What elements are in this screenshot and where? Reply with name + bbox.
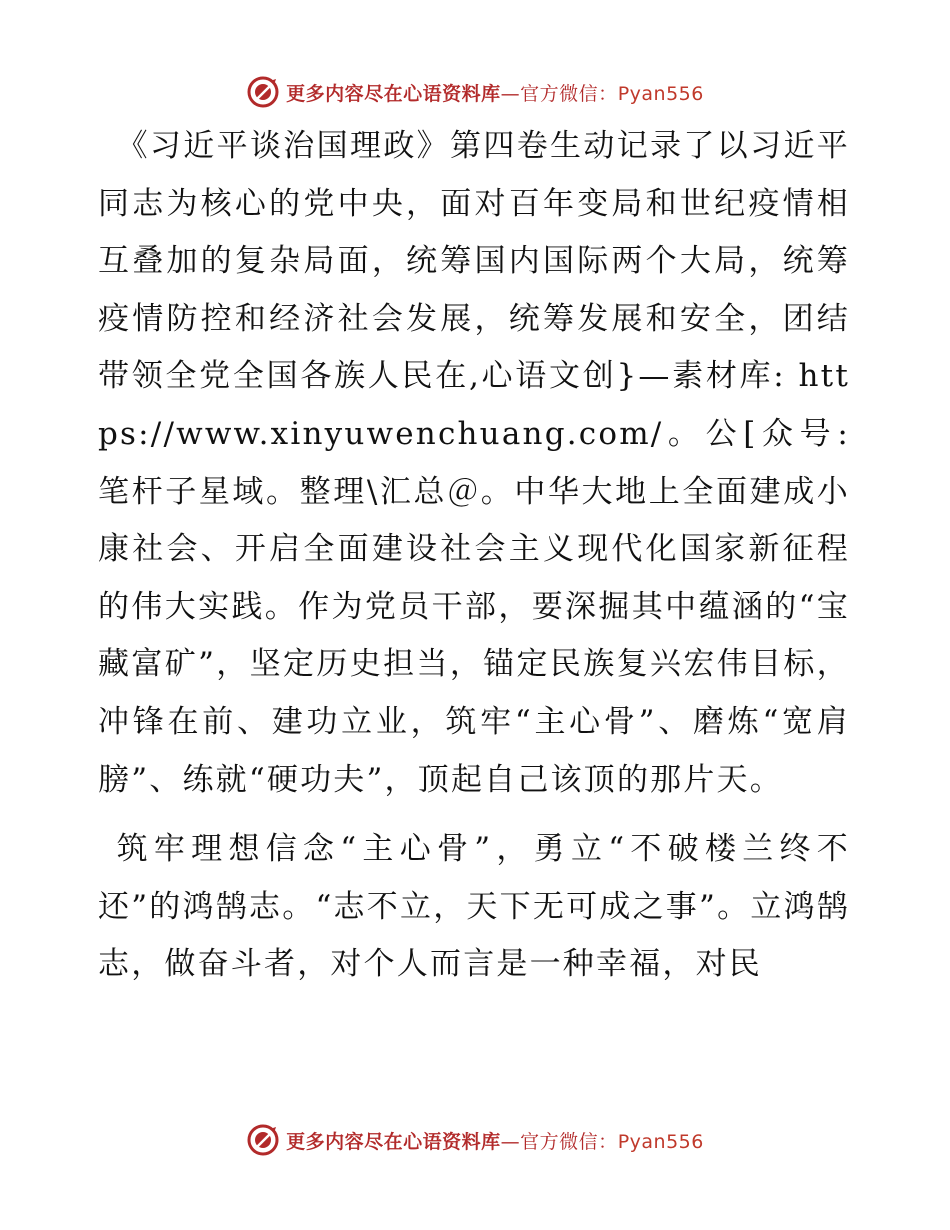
paragraph-1: 《习近平谈治国理政》第四卷生动记录了以习近平同志为核心的党中央，面对百年变局和世纪疫情相互叠加的复杂局面，统筹国内国际两个大局，统筹疫情防控和经济社会发展，统筹发展和安全，团结带领全党全国各族人民在,心语文创}—素材库: https://www.xinyuwenchuang.com/。公[众号: 笔杆子星域。整理\汇总＠。中华大地上全面建成小康社会、开启全面建设社会主义现代化国家新征程的伟大实践。作为党员干部，要深掘其中蕴涵的“宝藏富矿”，坚定历史担当，锚定民族复兴宏伟目标，冲锋在前、建功立业，筑牢“主心骨”、磨炼“宽肩膀”、练就“硬功夫”，顶起自己该顶的那片天。 xyxy=(98,128,850,798)
header-wechat-label: 官方微信： xyxy=(520,82,618,105)
footer-wechat-id: Pyan556 xyxy=(617,1130,704,1153)
footer-banner-text xyxy=(286,1127,704,1154)
footer-banner-separator: — xyxy=(500,1130,521,1153)
header-banner-separator: — xyxy=(500,82,521,105)
brand-logo-icon xyxy=(246,1123,280,1157)
brand-logo-icon xyxy=(246,75,280,109)
header-banner-main: 更多内容尽在心语资料库 xyxy=(286,82,501,105)
footer-wechat-label: 官方微信： xyxy=(520,1130,618,1153)
header-banner xyxy=(0,72,950,112)
footer-banner xyxy=(0,1120,950,1160)
document-body xyxy=(98,118,850,1006)
footer-banner-main: 更多内容尽在心语资料库 xyxy=(286,1130,501,1153)
paragraph-2: 筑牢理想信念“主心骨”，勇立“不破楼兰终不还”的鸿鹄志。“志不立，天下无可成之事”。立鸿鹄志，做奋斗者，对个人而言是一种幸福，对民 xyxy=(98,831,850,983)
header-wechat-id: Pyan556 xyxy=(617,82,704,105)
header-banner-text xyxy=(286,79,704,106)
